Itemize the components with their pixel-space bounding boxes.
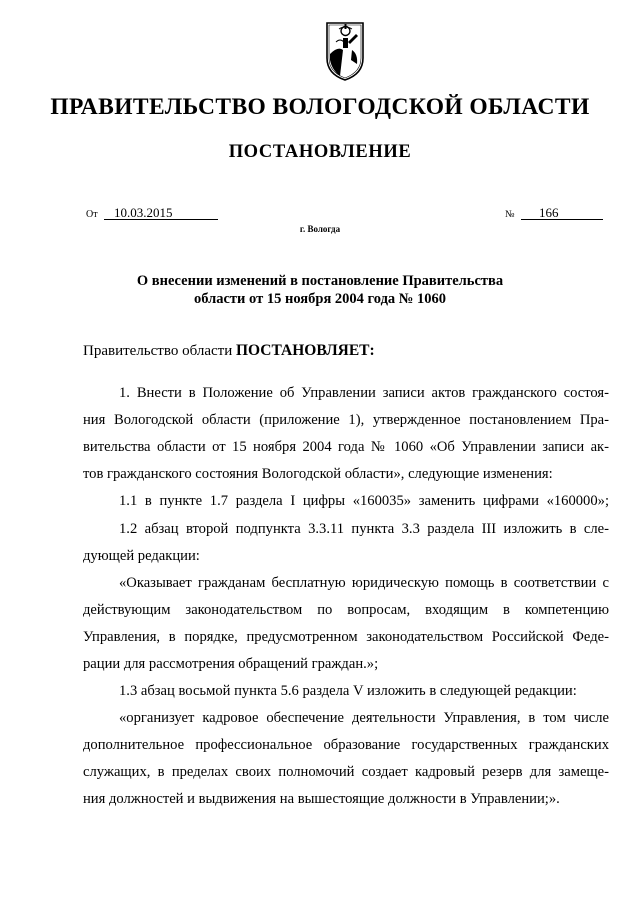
body-line: тов гражданского состояния Вологодской области», следующие изменения: [83, 466, 553, 482]
subject-line-1: О внесении изменений в постановление Правительства [136, 273, 504, 289]
body-line: 1.1 в пункте 1.7 раздела I цифры «160035» заменить цифрами «160000»; [119, 493, 609, 509]
decree-lead: Правительство области [83, 343, 236, 359]
document-subject [0, 272, 640, 308]
body-line: ния Вологодской области (приложение 1), утвержденное постановлением Пра- [83, 412, 609, 428]
government-title: ПРАВИТЕЛЬСТВО ВОЛОГОДСКОЙ ОБЛАСТИ [50, 94, 590, 120]
coat-of-arms-icon [324, 20, 366, 82]
body-line: рации для рассмотрения обращений граждан.»; [83, 656, 379, 672]
body-line: ния должностей и выдвижения на вышестоящие должности в Управлении;». [83, 791, 560, 807]
body-line: вительства области от 15 ноября 2004 года № 1060 «Об Управлении записи ак- [83, 439, 609, 455]
body-line: Управления, в порядке, предусмотренном законодательством Российской Феде- [83, 629, 609, 645]
body-line: дополнительное профессиональное образование государственных гражданских [83, 737, 609, 753]
body-line: «организует кадровое обеспечение деятельности Управления, в том числе [119, 710, 609, 726]
subject-line-2: области от 15 ноября 2004 года № 1060 [193, 291, 447, 307]
date-prefix: От [86, 209, 98, 220]
body-line: 1.3 абзац восьмой пункта 5.6 раздела V изложить в следующей редакции: [119, 683, 577, 699]
body-line: служащих, в пределах своих полномочий создает кадровый резерв для замеще- [83, 764, 609, 780]
body-line: 1.2 абзац второй подпункта 3.3.11 пункта 3.3 раздела III изложить в сле- [119, 521, 609, 537]
body-line: действующим законодательством по вопросам, входящим в компетенцию [83, 602, 609, 618]
city-label: г. Вологда [299, 224, 341, 234]
body-line: «Оказывает гражданам бесплатную юридическую помощь в соответствии с [119, 575, 609, 591]
decree-keyword: ПОСТАНОВЛЯЕТ: [235, 342, 375, 359]
number-prefix: № [505, 209, 515, 220]
decree-statement [83, 342, 375, 360]
date-number-row [86, 205, 606, 225]
document-number: 166 [521, 205, 603, 220]
document-type-title: ПОСТАНОВЛЕНИЕ [228, 142, 412, 162]
document-date: 10.03.2015 [104, 205, 218, 220]
body-line: 1. Внести в Положение об Управлении записи актов гражданского состоя- [119, 385, 609, 401]
body-line: дующей редакции: [83, 548, 200, 564]
